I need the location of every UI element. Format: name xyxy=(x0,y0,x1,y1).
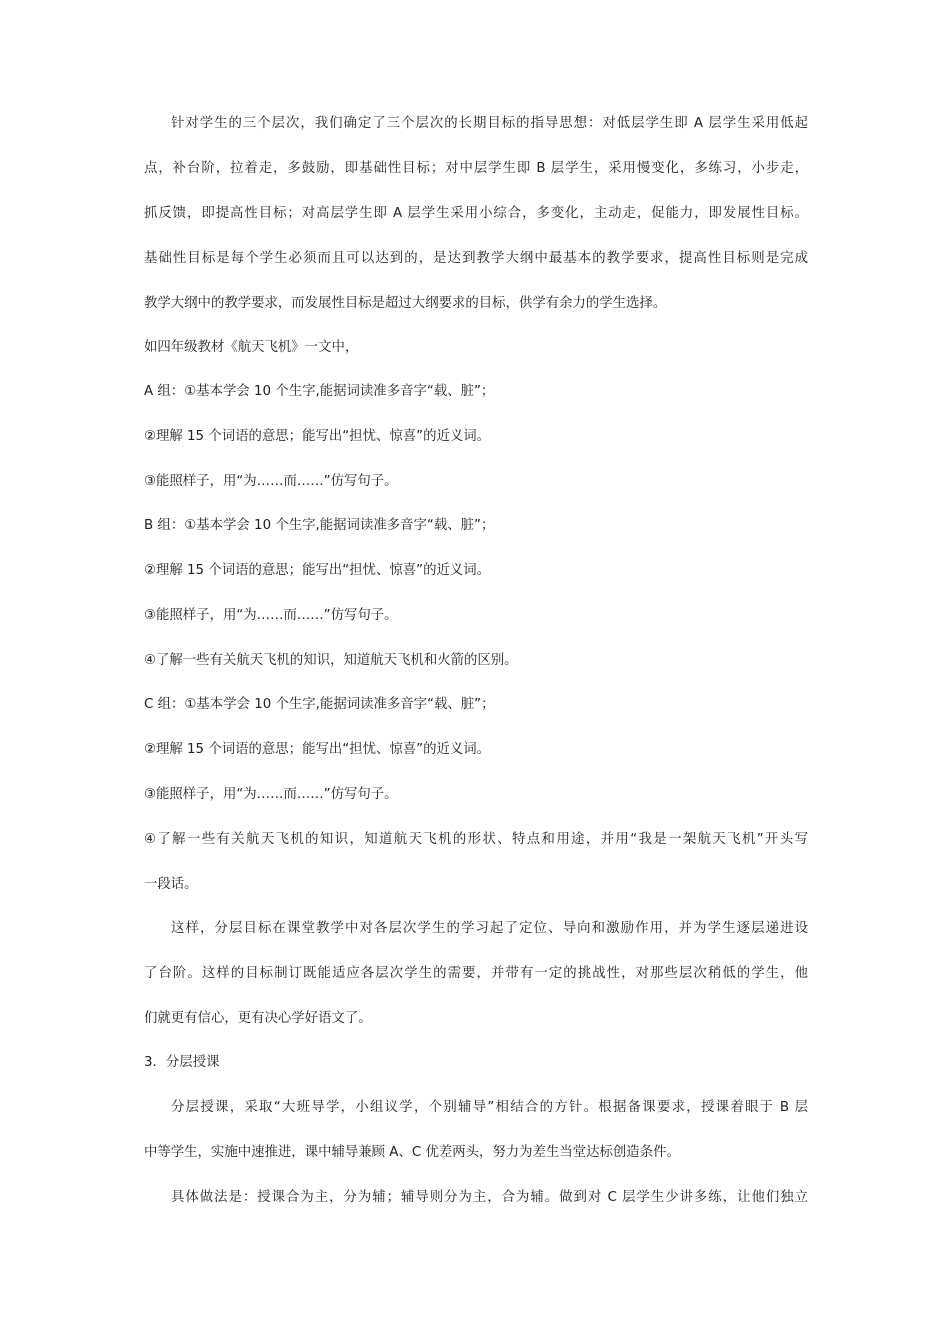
paragraph-line: 这样，分层目标在课堂教学中对各层次学生的学习起了定位、导向和激励作用，并为学生逐层递进设 xyxy=(171,921,808,936)
paragraph-line: 中等学生，实施中速推进，课中辅导兼顾 A、C 优差两头，努力为差生当堂达标创造条件。 xyxy=(144,1145,680,1160)
list-item: A 组：①基本学会 10 个生字,能据词读准多音字“载、脏”； xyxy=(144,384,495,399)
list-item: C 组：①基本学会 10 个生字,能据词读准多音字“载、脏”； xyxy=(144,697,495,712)
list-item: ④了解一些有关航天飞机的知识，知道航天飞机和火箭的区别。 xyxy=(144,653,518,668)
list-item: B 组：①基本学会 10 个生字,能据词读准多音字“载、脏”； xyxy=(144,518,495,533)
list-item: ④了解一些有关航天飞机的知识，知道航天飞机的形状、特点和用途，并用“我是一架航天飞机”开头写 xyxy=(144,832,808,847)
paragraph-line: 点，补台阶，拉着走，多鼓励，即基础性目标；对中层学生即 B 层学生，采用慢变化，多练习，小步走， xyxy=(144,161,808,176)
list-item: 一段话。 xyxy=(144,877,198,892)
paragraph-line: 了台阶。这样的目标制订既能适应各层次学生的需要，并带有一定的挑战性，对那些层次稍低的学生，他 xyxy=(144,966,808,981)
paragraph-line: 们就更有信心，更有决心学好语文了。 xyxy=(144,1011,372,1026)
list-item: ②理解 15 个词语的意思；能写出“担忧、惊喜”的近义词。 xyxy=(144,742,491,757)
paragraph-line: 教学大纲中的教学要求，而发展性目标是超过大纲要求的目标，供学有余力的学生选择。 xyxy=(144,296,667,311)
paragraph-line: 如四年级教材《航天飞机》一文中， xyxy=(144,340,359,355)
paragraph-line: 抓反馈，即提高性目标；对高层学生即 A 层学生采用小综合，多变化，主动走，促能力，即发展性目标。 xyxy=(144,206,808,221)
paragraph-line: 针对学生的三个层次，我们确定了三个层次的长期目标的指导思想：对低层学生即 A 层学生采用低起 xyxy=(171,116,808,131)
list-item: ②理解 15 个词语的意思；能写出“担忧、惊喜”的近义词。 xyxy=(144,429,491,444)
paragraph-line: 具体做法是：授课合为主，分为辅；辅导则分为主，合为辅。做到对 C 层学生少讲多练，让他们独立 xyxy=(171,1190,808,1205)
section-heading: 3．分层授课 xyxy=(144,1055,220,1070)
list-item: ③能照样子，用“为……而……”仿写句子。 xyxy=(144,787,398,802)
list-item: ③能照样子，用“为……而……”仿写句子。 xyxy=(144,474,398,489)
paragraph-line: 分层授课，采取“大班导学，小组议学，个别辅导”相结合的方针。根据备课要求，授课着眼于 B 层 xyxy=(171,1100,808,1115)
list-item: ②理解 15 个词语的意思；能写出“担忧、惊喜”的近义词。 xyxy=(144,563,491,578)
paragraph-line: 基础性目标是每个学生必须而且可以达到的，是达到教学大纲中最基本的教学要求，提高性目标则是完成 xyxy=(144,251,808,266)
list-item: ③能照样子，用“为……而……”仿写句子。 xyxy=(144,608,398,623)
